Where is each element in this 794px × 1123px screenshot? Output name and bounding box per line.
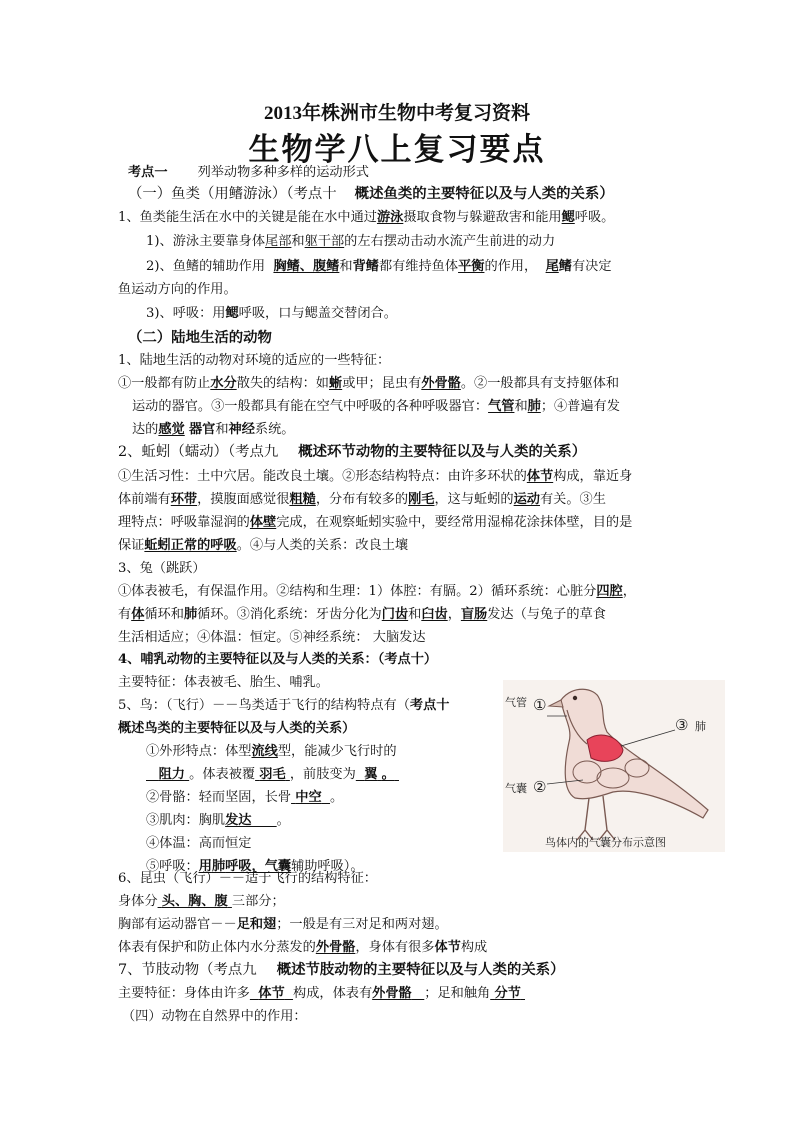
fish-line-4: 鱼运动方向的作用。	[118, 282, 237, 297]
worm-line-2: 体前端有环带，摸腹面感觉很粗糙，分布有较多的刚毛，这与蚯蚓的运动有关。③生	[118, 492, 606, 507]
label-air-sac: 气囊	[505, 782, 527, 795]
arthropod-heading: 7、节肢动物（考点九 概述节肢动物的主要特征以及与人类的关系）	[118, 961, 565, 978]
arthropod-line-1: 主要特征：身体由许多 体节 构成，体表有外骨骼 ；足和触角 分节	[118, 986, 521, 1001]
land-heading: （二）陆地生活的动物	[128, 329, 272, 346]
fish-heading: （一）鱼类（用鳍游泳）（考点十 概述鱼类的主要特征以及与人类的关系）	[128, 185, 614, 202]
bird-line-2: 阻力 。体表被覆 羽毛 ，前肢变为 翼 。	[158, 767, 395, 782]
bird-eye	[573, 696, 577, 700]
rabbit-line-3: 生活相适应；④体温：恒定。⑤神经系统： 大脑发达	[118, 630, 426, 645]
land-line-4: 达的感觉 器官和神经系统。	[132, 422, 295, 437]
label-lung: 肺	[695, 720, 706, 733]
bird-line-4: ③肌肉：胸肌发达 。	[146, 813, 290, 828]
bird-air-sac-figure	[503, 680, 725, 852]
fish-line-2: 1)、游泳主要靠身体尾部和躯干部的左右摆动击动水流产生前进的动力	[146, 234, 556, 249]
rabbit-line-1: ①体表被毛，有保温作用。②结构和生理：1）体腔：有膈。2）循环系统：心脏分四腔，	[118, 584, 636, 599]
land-line-2: ①一般都有防止水分散失的结构：如蜥或甲；昆虫有外骨骼。②一般都具有支持躯体和	[118, 376, 620, 391]
fish-line-3: 2)、鱼鳍的辅助作用 胸鳍、腹鳍和背鳍都有维持鱼体平衡的作用， 尾鳍有决定	[146, 259, 612, 274]
doc-subtitle: 2013年株洲市生物中考复习资料	[263, 103, 530, 124]
insect-line-1: 身体分 头、胸、腹 三部分；	[118, 894, 285, 909]
rabbit-heading: 3、兔（跳跃）	[118, 561, 206, 576]
figure-caption: 鸟体内的气囊分布示意图	[545, 836, 666, 849]
label-trachea: 气管	[505, 696, 527, 709]
mammal-line-1: 主要特征：体表被毛、胎生、哺乳。	[118, 675, 329, 690]
bird-heading-1: 5、鸟：（飞行）－－鸟类适于飞行的结构特点有（考点十	[118, 698, 450, 713]
worm-line-3: 理特点：呼吸靠湿润的体壁完成，在观察蚯蚓实验中，要经常用湿棉花涂抹体壁，目的是	[118, 515, 633, 530]
label-num-3: ③	[675, 716, 689, 734]
insect-heading: 6、昆虫（飞行）－－适于飞行的结构特征：	[118, 871, 377, 886]
label-num-2: ②	[533, 778, 547, 796]
bird-line-1: ①外形特点：体型流线型，能减少飞行时的	[146, 744, 397, 759]
mammal-heading: 4、哺乳动物的主要特征以及与人类的关系：（考点十）	[118, 652, 438, 667]
land-line-1: 1、陆地生活的动物对环境的适应的一些特征：	[118, 353, 391, 368]
bird-line-3: ②骨骼：轻而坚固，长骨 中空 。	[146, 790, 344, 805]
kaodian1-line: 考点一 列举动物多种多样的运动形式	[128, 165, 369, 180]
role-heading: （四）动物在自然界中的作用：	[122, 1009, 307, 1024]
worm-line-1: ①生活习性：土中穴居。能改良土壤。②形态结构特点：由许多环状的体节构成，靠近身	[118, 469, 633, 484]
bird-heading-2: 概述鸟类的主要特征以及与人类的关系）	[118, 721, 356, 736]
worm-heading: 2、蚯蚓（蠕动）（考点九 概述环节动物的主要特征以及与人类的关系）	[118, 443, 587, 460]
land-line-3: 运动的器官。③一般都具有能在空气中呼吸的各种呼吸器官：气管和肺；④普遍有发	[132, 399, 620, 414]
rabbit-line-2: 有体循环和肺循环。③消化系统：牙齿分化为门齿和臼齿，盲肠发达（与兔子的草食	[118, 607, 606, 622]
bird-line-6: ⑤呼吸：用肺呼吸，气囊辅助呼吸）。	[146, 859, 364, 874]
worm-line-4: 保证蚯蚓正常的呼吸。④与人类的关系：改良土壤	[118, 538, 409, 553]
label-num-1: ①	[533, 696, 547, 714]
doc-title: 生物学八上复习要点	[248, 132, 546, 168]
insect-line-2: 胸部有运动器官－－足和翅；一般是有三对足和两对翅。	[118, 917, 448, 932]
fish-line-1: 1、鱼类能生活在水中的关键是能在水中通过游泳摄取食物与躲避敌害和能用鳃呼吸。	[118, 210, 615, 225]
bird-line-5: ④体温：高而恒定	[146, 836, 252, 851]
fish-line-5: 3)、呼吸：用鳃呼吸，口与鳃盖交替闭合。	[146, 306, 397, 321]
insect-line-3: 体表有保护和防止体内水分蒸发的外骨骼，身体有很多体节构成	[118, 940, 488, 955]
